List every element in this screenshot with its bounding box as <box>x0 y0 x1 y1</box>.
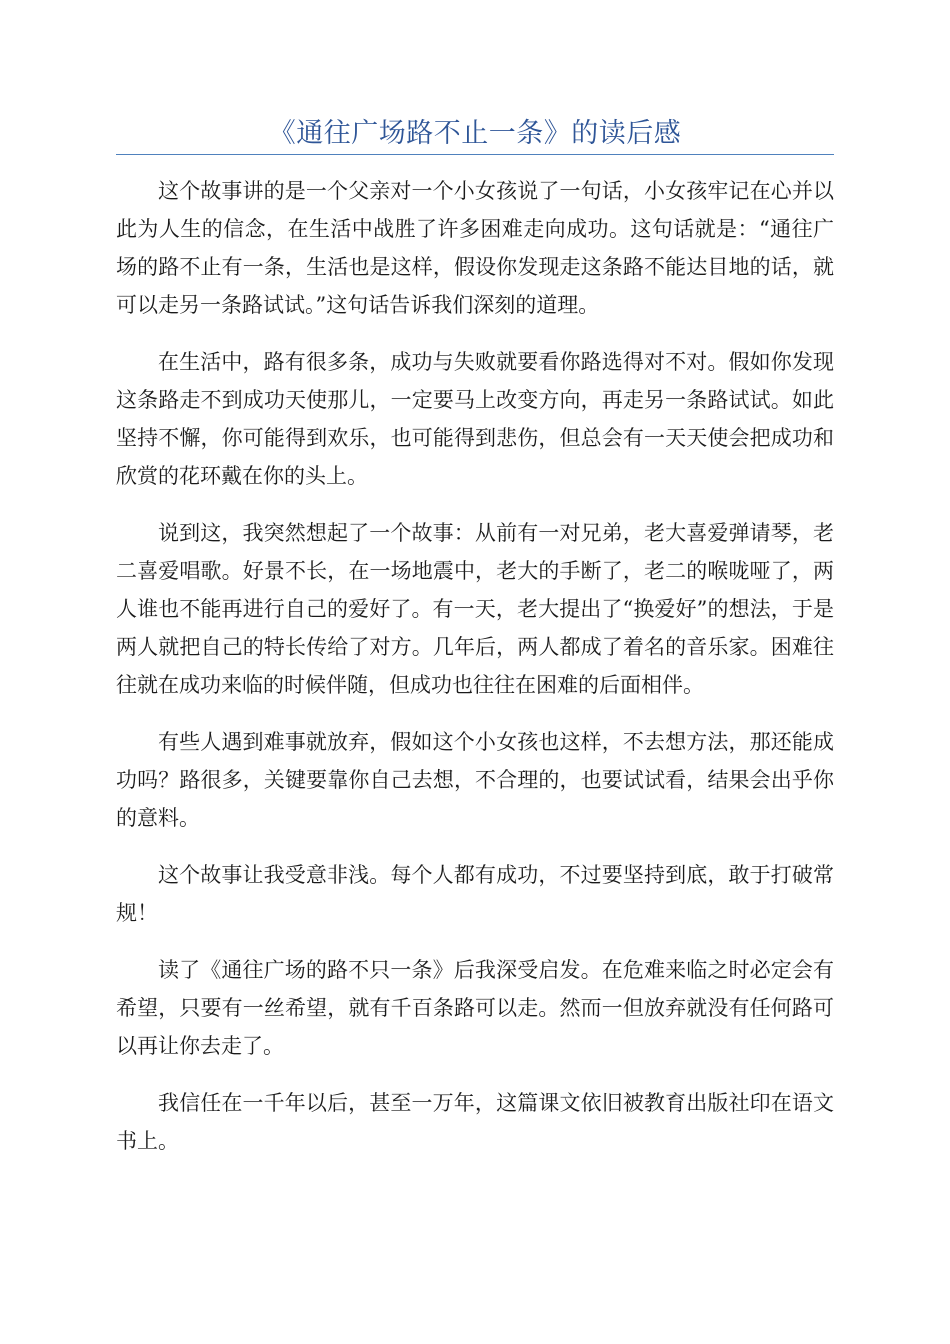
paragraph: 这个故事让我受意非浅。每个人都有成功，不过要坚持到底，敢于打破常规！ <box>116 863 834 925</box>
title-underline <box>116 154 834 155</box>
paragraph: 有些人遇到难事就放弃，假如这个小女孩也这样，不去想方法，那还能成功吗？路很多，关键要靠你自己去想，不合理的，也要试试看，结果会出乎你的意料。 <box>116 730 834 830</box>
document-title: 《通往广场路不止一条》的读后感 <box>268 118 682 149</box>
paragraph: 说到这，我突然想起了一个故事：从前有一对兄弟，老大喜爱弹请琴，老二喜爱唱歌。好景不长，在一场地震中，老大的手断了，老二的喉咙哑了，两人谁也不能再进行自己的爱好了。有一天，老大提出了“换爱好”的想法，于是两人就把自己的特长传给了对方。几年后，两人都成了着名的音乐家。困难往往就在成功来临的时候伴随，但成功也往往在困难的后面相伴。 <box>116 521 834 697</box>
paragraph: 在生活中，路有很多条，成功与失败就要看你路选得对不对。假如你发现这条路走不到成功天使那儿，一定要马上改变方向，再走另一条路试试。如此坚持不懈，你可能得到欢乐，也可能得到悲伤，但总会有一天天使会把成功和欣赏的花环戴在你的头上。 <box>116 350 834 488</box>
document-body <box>116 172 834 1179</box>
paragraph: 我信任在一千年以后，甚至一万年，这篇课文依旧被教育出版社印在语文书上。 <box>116 1091 834 1153</box>
paragraph: 这个故事讲的是一个父亲对一个小女孩说了一句话，小女孩牢记在心并以此为人生的信念，在生活中战胜了许多困难走向成功。这句话就是：“通往广场的路不止有一条，生活也是这样，假设你发现走这条路不能达目地的话，就可以走另一条路试试。”这句话告诉我们深刻的道理。 <box>116 179 834 317</box>
paragraph: 读了《通往广场的路不只一条》后我深受启发。在危难来临之时必定会有希望，只要有一丝希望，就有千百条路可以走。然而一但放弃就没有任何路可以再让你去走了。 <box>116 958 834 1058</box>
